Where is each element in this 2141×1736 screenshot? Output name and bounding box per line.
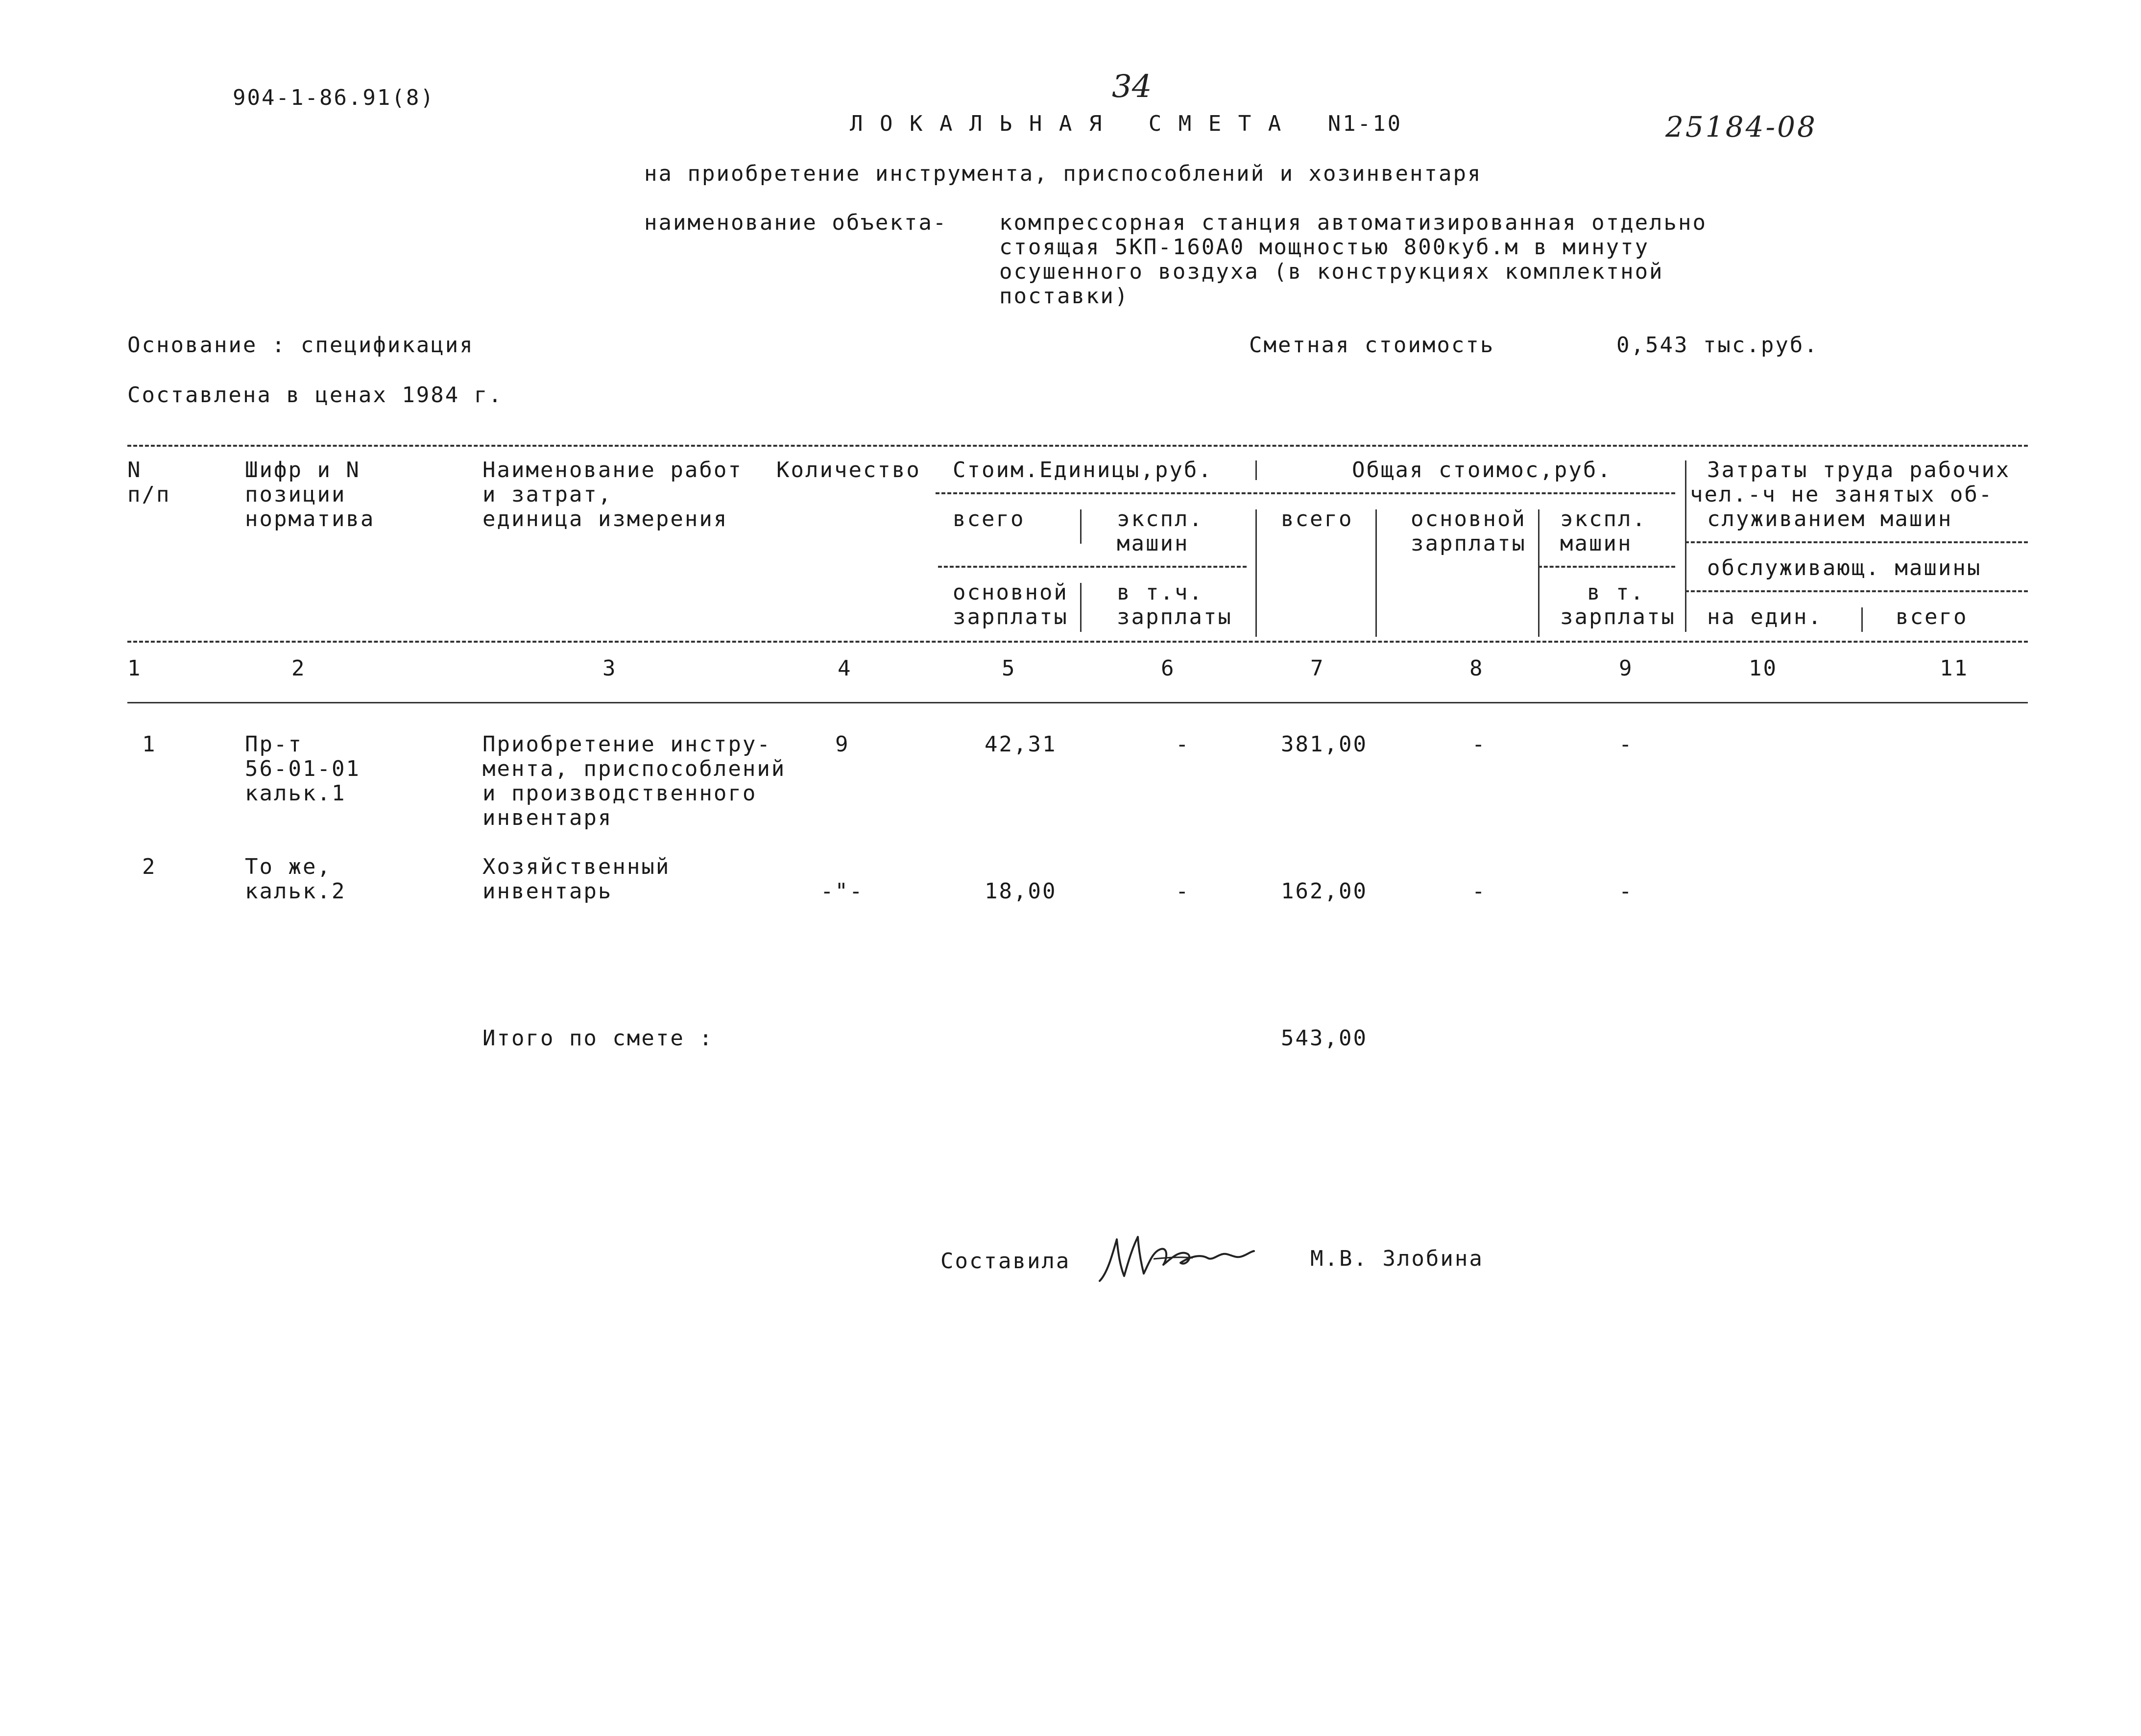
column-number: 6 [1161, 656, 1176, 681]
header-num-2: п/п [127, 482, 171, 507]
header-total-mach-2: машин [1560, 531, 1633, 556]
header-quantity: Количество [776, 458, 921, 482]
header-unit-mach-2: машин [1117, 531, 1189, 556]
cost-value: 0,543 тыс.руб. [1616, 333, 1819, 358]
separator [1080, 583, 1082, 632]
header-unit-mach-salary-1: в т.ч. [1117, 580, 1203, 605]
row-number: 2 [142, 854, 157, 879]
header-salary-2: зарплаты [1411, 531, 1526, 556]
header-unit-mach-salary-2: зарплаты [1117, 604, 1232, 629]
column-number: 2 [291, 656, 306, 681]
separator [1375, 509, 1377, 637]
column-number: 1 [127, 656, 142, 681]
header-unit-cost: Стоим.Единицы,руб. [953, 458, 1213, 482]
document-code: 904-1-86.91(8) [233, 85, 435, 110]
table-top-rule [127, 445, 2028, 447]
separator [1080, 509, 1082, 544]
row-code-2: кальк.2 [245, 879, 346, 904]
signature-image [1095, 1230, 1256, 1288]
column-number: 3 [602, 656, 617, 681]
row-code-1: Пр-т [245, 732, 303, 757]
object-label: наименование объекта- [644, 210, 948, 235]
header-labor-3: служиванием машин [1707, 506, 1953, 531]
row-name-1: Хозяйственный [482, 854, 671, 879]
stamp-number: 25184-08 [1665, 110, 1817, 144]
column-number: 9 [1619, 656, 1634, 681]
column-number: 10 [1749, 656, 1778, 681]
header-unit-salary-1: основной [953, 580, 1068, 605]
cost-subheader-rule [936, 492, 1675, 494]
header-code-2: позиции [245, 482, 346, 507]
row-quantity: -"- [820, 879, 864, 904]
header-labor-1: Затраты труда рабочих [1707, 458, 2011, 482]
separator [1538, 509, 1540, 637]
row-code-1: То же, [245, 854, 332, 879]
column-number: 11 [1940, 656, 1969, 681]
page-number: 34 [1112, 69, 1152, 105]
row-name-2: мента, приспособлений [482, 756, 786, 781]
object-line-3: осушенного воздуха (в конструкциях комплектной [999, 259, 1664, 284]
row-name-1: Приобретение инстру- [482, 732, 771, 757]
total-label: Итого по смете : [482, 1026, 714, 1051]
basis-text: Основание : спецификация [127, 333, 474, 358]
total-value: 543,00 [1281, 1026, 1368, 1051]
row-salary: - [1472, 879, 1487, 904]
object-line-4: поставки) [999, 284, 1130, 309]
row-total-mach: - [1619, 732, 1634, 757]
header-name-3: единица измерения [482, 506, 728, 531]
cost-label: Сметная стоимость [1249, 333, 1495, 358]
header-unit-total: всего [953, 506, 1025, 531]
header-total-all: всего [1281, 506, 1353, 531]
header-code-1: Шифр и N [245, 458, 361, 482]
header-total-mach-salary-1: в т. [1587, 580, 1645, 605]
estimate-title: Л О К А Л Ь Н А Я С М Е Т А N1-10 [850, 111, 1403, 136]
object-line-2: стоящая 5КП-160А0 мощностью 800куб.м в минуту [999, 235, 1650, 260]
row-total: 381,00 [1281, 732, 1368, 757]
header-unit-mach-1: экспл. [1117, 506, 1203, 531]
header-name-2: и затрат, [482, 482, 613, 507]
header-labor-total: всего [1896, 604, 1968, 629]
column-number: 5 [1002, 656, 1016, 681]
separator [1255, 509, 1257, 637]
header-name-1: Наименование работ [482, 458, 743, 482]
column-number: 7 [1310, 656, 1325, 681]
header-total-cost: Общая стоимос,руб. [1352, 458, 1612, 482]
labor-split-rule-1 [1685, 541, 2028, 543]
row-name-4: инвентаря [482, 805, 613, 830]
row-number: 1 [142, 732, 157, 757]
unit-cost-split-rule [938, 566, 1247, 568]
row-quantity: 9 [835, 732, 850, 757]
composed-label: Составила [940, 1249, 1071, 1274]
labor-split-rule-2 [1685, 590, 2028, 592]
column-number: 4 [838, 656, 852, 681]
column-number: 8 [1469, 656, 1484, 681]
row-total: 162,00 [1281, 879, 1368, 904]
separator [1685, 460, 1686, 632]
header-salary-1: основной [1411, 506, 1526, 531]
header-code-3: норматива [245, 506, 375, 531]
prices-note: Составлена в ценах 1984 г. [127, 383, 503, 408]
header-num-1: N [127, 458, 142, 482]
header-bottom-rule [127, 641, 2028, 643]
header-total-mach-salary-2: зарплаты [1560, 604, 1676, 629]
row-code-3: кальк.1 [245, 781, 346, 806]
row-total-mach: - [1619, 879, 1634, 904]
machine-split-rule [1538, 566, 1675, 568]
composer-name: М.В. Злобина [1310, 1246, 1484, 1271]
separator [1861, 607, 1863, 632]
row-unit-mach: - [1176, 732, 1190, 757]
object-line-1: компрессорная станция автоматизированная отдельно [999, 210, 1708, 235]
row-unit-cost: 42,31 [985, 732, 1057, 757]
row-unit-mach: - [1176, 879, 1190, 904]
header-labor-2: чел.-ч не занятых об- [1690, 482, 1994, 507]
estimate-subtitle: на приобретение инструмента, приспособлений и хозинвентаря [644, 161, 1482, 186]
column-number-rule [127, 702, 2028, 703]
header-per-unit: на един. [1707, 604, 1823, 629]
row-code-2: 56-01-01 [245, 756, 361, 781]
row-name-3: и производственного [482, 781, 757, 806]
row-name-2: инвентарь [482, 879, 613, 904]
header-unit-salary-2: зарплаты [953, 604, 1068, 629]
header-total-mach-1: экспл. [1560, 506, 1647, 531]
header-serving: обслуживающ. машины [1707, 555, 1982, 580]
row-salary: - [1472, 732, 1487, 757]
row-unit-cost: 18,00 [985, 879, 1057, 904]
separator [1255, 460, 1257, 480]
